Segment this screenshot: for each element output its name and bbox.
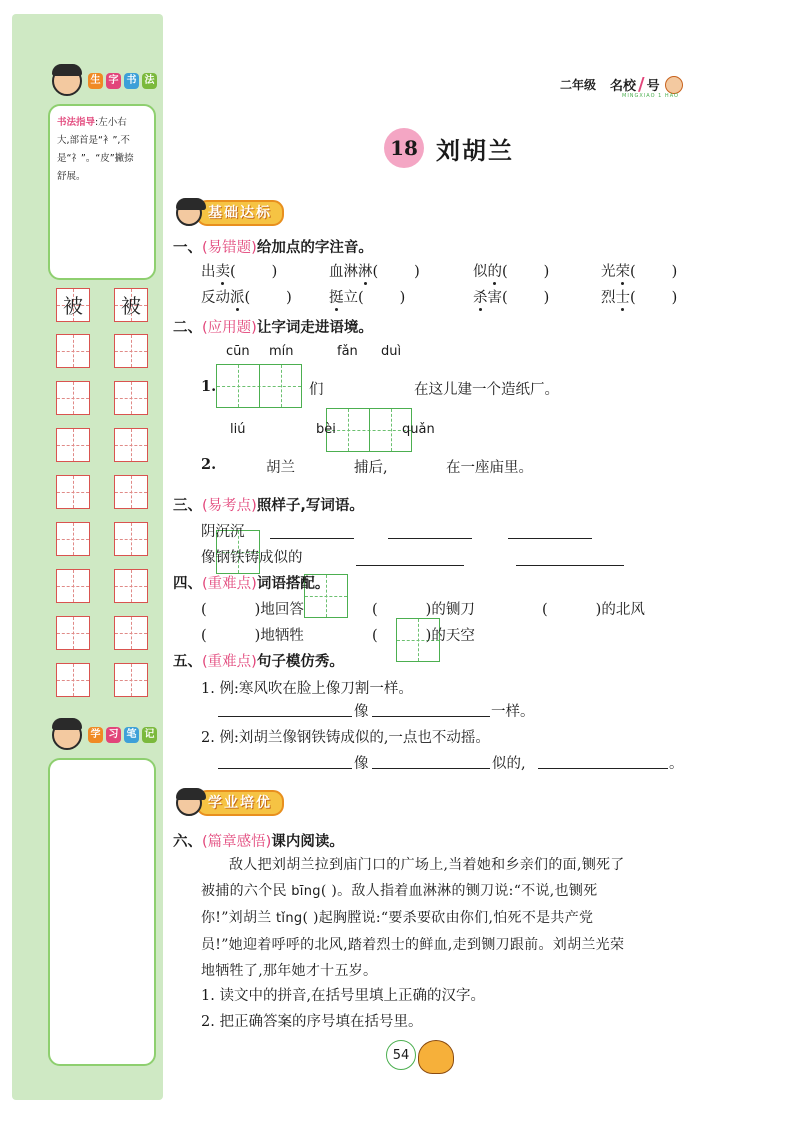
badge-char: 学 xyxy=(88,727,103,743)
mascot-icon xyxy=(665,76,683,94)
practice-grid-cell[interactable] xyxy=(56,475,90,509)
sentence-text: 似的, xyxy=(492,756,526,772)
student-icon xyxy=(52,66,82,96)
calligraphy-guide-box xyxy=(48,104,156,280)
lesson-name: 刘胡兰 xyxy=(436,135,514,165)
badge-char: 习 xyxy=(106,727,121,743)
student-icon xyxy=(52,720,82,750)
answer-line[interactable] xyxy=(538,768,668,769)
banner-label: 学业培优 xyxy=(196,790,284,816)
student-icon xyxy=(176,790,202,816)
collocation-item[interactable]: ( )地牺牲 xyxy=(201,628,304,644)
guide-label: 书法指导 xyxy=(57,117,96,128)
question-tag: (应用题) xyxy=(202,320,257,336)
badge-char: 记 xyxy=(142,727,157,743)
pinyin-item[interactable]: 烈士( ) xyxy=(601,290,678,306)
collocation-item[interactable]: ( )的北风 xyxy=(542,602,645,618)
sentence-text: 捕后, xyxy=(354,460,388,476)
dotted-char: 淋 xyxy=(358,264,373,280)
pinyin-item[interactable]: 光荣( ) xyxy=(601,264,678,280)
question-3-title xyxy=(173,494,364,515)
answer-line[interactable] xyxy=(516,565,624,566)
question-tag: (重难点) xyxy=(202,576,257,592)
question-number: 四、 xyxy=(173,576,202,592)
example-sentence: 1. 例:寒风吹在脸上像刀割一样。 xyxy=(201,681,413,697)
question-tag: (易考点) xyxy=(202,498,257,514)
sentence-text: 像 xyxy=(354,756,369,772)
question-tag: (篇章感悟) xyxy=(202,834,272,850)
question-text: 课内阅读。 xyxy=(271,834,344,850)
question-2-title xyxy=(173,316,373,337)
study-notes-box[interactable] xyxy=(48,758,156,1066)
question-text: 词语搭配。 xyxy=(256,576,330,592)
guide-line: :左小右 xyxy=(95,117,127,128)
tian-grid-input[interactable] xyxy=(326,408,412,452)
page-number: 54 xyxy=(392,1047,410,1063)
practice-grid-cell[interactable] xyxy=(56,663,90,697)
dotted-char: 士 xyxy=(615,290,630,306)
pinyin: quǎn xyxy=(402,422,435,437)
item-text: 反动 xyxy=(201,290,230,306)
model-char-cell xyxy=(114,288,148,322)
pinyin-item[interactable]: 反动派( ) xyxy=(201,290,292,306)
guide-line: 大,部首是“衤”,不 xyxy=(57,135,130,146)
item-text: 血淋 xyxy=(329,264,358,280)
question-number: 二、 xyxy=(173,320,202,336)
dotted-char: 卖 xyxy=(215,264,230,280)
pinyin: fǎn xyxy=(337,344,358,359)
practice-grid-cell[interactable] xyxy=(56,428,90,462)
item-text: 害 xyxy=(487,290,502,306)
collocation-item[interactable]: ( )的天空 xyxy=(372,628,475,644)
passage-line: 员!”她迎着呼呼的北风,踏着烈士的鲜血,走到铡刀跟前。刘胡兰光荣 xyxy=(201,937,625,953)
slash-icon: / xyxy=(638,74,645,95)
practice-grid-cell[interactable] xyxy=(114,663,148,697)
task: 1. 读文中的拼音,在括号里填上正确的汉字。 xyxy=(201,988,486,1004)
item-text: 出 xyxy=(201,264,216,280)
question-6-title xyxy=(173,830,344,851)
question-4-title xyxy=(173,572,329,593)
answer-line[interactable] xyxy=(356,565,464,566)
pinyin: bèi xyxy=(316,422,336,437)
model-char-cell xyxy=(56,288,90,322)
notes-badge xyxy=(88,727,157,743)
question-tag: (易错题) xyxy=(202,240,257,256)
grade-label: 二年级 xyxy=(560,78,597,92)
question-number: 一、 xyxy=(173,240,202,256)
question-1-items xyxy=(201,260,721,316)
sentence-text: 一样。 xyxy=(491,704,535,720)
passage-line: 地牺牲了,那年她才十五岁。 xyxy=(201,963,378,979)
practice-grid-cell[interactable] xyxy=(114,334,148,368)
sentence-text: 们 xyxy=(309,382,324,398)
dotted-char: 杀 xyxy=(473,290,488,306)
practice-grid-cell[interactable] xyxy=(56,381,90,415)
task: 2. 把正确答案的序号填在括号里。 xyxy=(201,1014,423,1030)
passage-line: 被捕的六个民 bīng( )。敌人指着血淋淋的铡刀说:“不说,也铡死 xyxy=(201,883,598,899)
guide-line: 舒展。 xyxy=(57,171,86,182)
question-text: 让字词走进语境。 xyxy=(256,320,373,336)
practice-grid-cell[interactable] xyxy=(114,428,148,462)
collocation-item[interactable]: ( )地回答 xyxy=(201,602,304,618)
dotted-char: 挺 xyxy=(329,290,344,306)
sentence-text: 在一座庙里。 xyxy=(446,460,533,476)
page-header xyxy=(560,74,683,95)
practice-grid-cell[interactable] xyxy=(114,381,148,415)
practice-grid-cell[interactable] xyxy=(56,334,90,368)
question-number: 五、 xyxy=(173,654,202,670)
question-text: 照样子,写词语。 xyxy=(256,498,364,514)
banner-label: 基础达标 xyxy=(196,200,284,226)
collocation-item[interactable]: ( )的铡刀 xyxy=(372,602,475,618)
passage-line: 敌人把刘胡兰拉到庙门口的广场上,当着她和乡亲们的面,铡死了 xyxy=(229,857,625,873)
pinyin-item[interactable]: 似的( ) xyxy=(473,264,550,280)
item-text: 光 xyxy=(601,264,616,280)
answer-line[interactable] xyxy=(508,538,592,539)
answer-line[interactable] xyxy=(218,768,352,769)
question-number: 六、 xyxy=(173,834,202,850)
brand-subtitle: MINGXIAO 1 HAO xyxy=(622,93,679,99)
pinyin: mín xyxy=(269,344,294,359)
pinyin-item[interactable]: 杀害( ) xyxy=(473,290,550,306)
dotted-char: 的 xyxy=(487,264,502,280)
pinyin-item[interactable]: 出卖( ) xyxy=(201,264,278,280)
item-text: 烈 xyxy=(601,290,616,306)
example-sentence: 2. 例:刘胡兰像钢铁铸成似的,一点也不动摇。 xyxy=(201,730,490,746)
passage-line: 你!”刘胡兰 tǐng( )起胸膛说:“要杀要砍由你们,怕死不是共产党 xyxy=(201,910,594,926)
reading-passage xyxy=(201,852,701,984)
sentence-text: 胡兰 xyxy=(266,460,295,476)
sentence-text: 。 xyxy=(669,756,684,772)
lesson-title xyxy=(384,128,514,168)
writing-grid xyxy=(56,288,148,710)
answer-line[interactable] xyxy=(218,716,352,717)
pinyin: cūn xyxy=(226,344,250,359)
model-char: 被 xyxy=(121,294,141,318)
sidebar-header-calligraphy xyxy=(52,66,157,96)
calligraphy-badge xyxy=(88,73,157,89)
question-text: 句子模仿秀。 xyxy=(256,654,344,670)
tian-grid-input[interactable] xyxy=(216,364,302,408)
question-1-title xyxy=(173,236,373,257)
answer-line[interactable] xyxy=(372,716,490,717)
badge-char: 法 xyxy=(142,73,157,89)
section-banner-basic xyxy=(176,200,284,226)
section-banner-advanced xyxy=(176,790,284,816)
answer-line[interactable] xyxy=(270,538,354,539)
practice-grid-cell[interactable] xyxy=(56,616,90,650)
item-text: 似 xyxy=(473,264,488,280)
example-word: 像钢铁铸成似的 xyxy=(201,550,303,566)
badge-char: 书 xyxy=(124,73,139,89)
practice-grid-cell[interactable] xyxy=(56,569,90,603)
pinyin: duì xyxy=(381,344,402,359)
brand-logo xyxy=(610,74,683,95)
dotted-char: 派 xyxy=(230,290,245,306)
practice-grid-cell[interactable] xyxy=(114,569,148,603)
practice-grid-cell[interactable] xyxy=(114,522,148,556)
item-text: 立 xyxy=(343,290,358,306)
example-word: 阴沉沉 xyxy=(201,524,245,540)
practice-grid-cell[interactable] xyxy=(114,616,148,650)
badge-char: 笔 xyxy=(124,727,139,743)
model-char: 被 xyxy=(63,294,83,318)
student-icon xyxy=(176,200,202,226)
sentence-number: 2. xyxy=(201,456,217,473)
answer-line[interactable] xyxy=(372,768,490,769)
sidebar-header-notes xyxy=(52,720,157,750)
brand-number: 号 xyxy=(646,79,660,94)
tiger-mascot-icon xyxy=(418,1040,454,1074)
question-number: 三、 xyxy=(173,498,202,514)
sentence-text: 像 xyxy=(354,704,369,720)
lesson-number: 18 xyxy=(390,136,418,160)
badge-char: 字 xyxy=(106,73,121,89)
question-tag: (重难点) xyxy=(202,654,257,670)
answer-line[interactable] xyxy=(388,538,472,539)
badge-char: 生 xyxy=(88,73,103,89)
sentence-number: 1. xyxy=(201,378,217,395)
sentence-text: 在这儿建一个造纸厂。 xyxy=(414,382,559,398)
pinyin-item[interactable]: 血淋淋( ) xyxy=(329,264,420,280)
guide-line: 是“礻”。“皮”撇捺 xyxy=(57,153,134,164)
practice-grid-cell[interactable] xyxy=(114,475,148,509)
practice-grid-cell[interactable] xyxy=(56,522,90,556)
question-5-title xyxy=(173,650,344,671)
pinyin: liú xyxy=(230,422,246,437)
page-number-badge xyxy=(386,1040,416,1070)
dotted-char: 荣 xyxy=(615,264,630,280)
pinyin-item[interactable]: 挺立( ) xyxy=(329,290,406,306)
question-text: 给加点的字注音。 xyxy=(256,240,373,256)
brand-name: 名校 xyxy=(610,79,637,94)
lesson-number-badge xyxy=(384,128,424,168)
